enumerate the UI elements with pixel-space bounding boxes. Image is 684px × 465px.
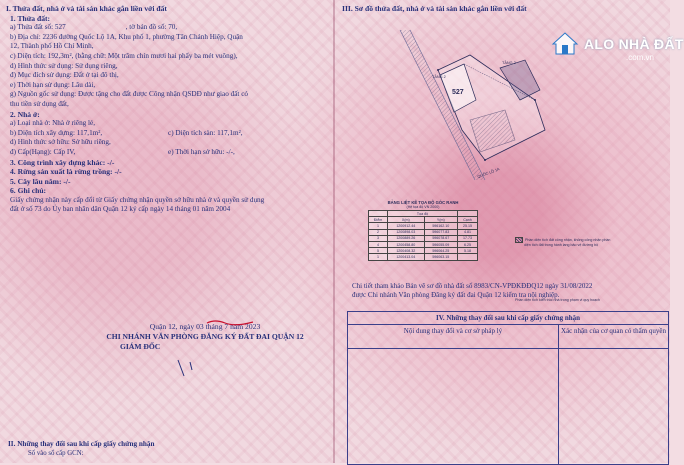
signature-block — [80, 322, 330, 352]
cell: 4 — [369, 241, 388, 247]
cell: 5 — [369, 248, 388, 254]
cell — [457, 254, 477, 260]
house-type: a) Loại nhà ở: Nhà ở riêng lẻ, — [10, 119, 96, 128]
cell: 6.25 — [457, 241, 477, 247]
table-row — [369, 254, 478, 260]
house-heading: 2. Nhà ở: — [10, 109, 40, 119]
house-area-row — [6, 129, 328, 139]
land-heading: 1. Thửa đất: — [10, 13, 51, 23]
page-fold — [333, 0, 335, 463]
red-date-stamp-icon — [205, 318, 255, 326]
land-origin-line-1: g) Nguồn gốc sử dụng: Được tặng cho đất được Công nhận QSDĐ như giao đất có — [10, 90, 248, 99]
house-built-area: b) Diện tích xây dựng: 117,1m², — [10, 128, 103, 137]
cell: 596063.15 — [424, 254, 457, 260]
land-address-line-2: 12, Thành phố Hồ Chí Minh, — [10, 42, 94, 51]
land-plot-map — [380, 30, 550, 185]
cell: 1200413.04 — [387, 254, 424, 260]
map-note-line-1: Chi tiết tham khảo Bản vẽ sơ đồ nhà đất số 8983/CN-VPĐKĐĐQ12 ngày 31/08/2022 — [352, 282, 593, 290]
changes-col-confirmation: Xác nhận của cơ quan có thẩm quyền — [561, 327, 666, 335]
cell: 1200898.03 — [387, 229, 424, 235]
cell: 1 — [369, 254, 388, 260]
cell: 17.73 — [457, 235, 477, 241]
cell: 596055.09 — [424, 241, 457, 247]
coordinate-grid — [368, 210, 478, 261]
changes-table-columns — [348, 325, 668, 465]
map-legend — [515, 237, 665, 248]
changes-table-title: IV. Những thay đổi sau khi cấp giấy chứng nhận — [348, 312, 668, 325]
watermark-brand: ALO NHÀ ĐẤT — [584, 36, 684, 52]
cell: 1 — [369, 223, 388, 229]
lot-number-label: 527 — [452, 89, 464, 96]
house-floor-area: c) Diện tích sàn: 117,1m², — [168, 128, 243, 137]
cell: 596064.25 — [424, 248, 457, 254]
land-use-form: d) Hình thức sử dụng: Sử dụng riêng, — [10, 61, 118, 70]
coord-col-y: Y(m) — [424, 217, 457, 223]
planted-forest: 4. Rừng sản xuất là rừng trồng: -/- — [10, 167, 122, 177]
coordinate-table-title: BẢNG LIỆT KÊ TỌA ĐỘ GÓC RANH — [387, 200, 459, 205]
land-use-purpose: đ) Mục đích sử dụng: Đất ở tại đô thị, — [10, 71, 119, 80]
cell: 3 — [369, 235, 388, 241]
road-label: QUỐC LỘ 1A — [476, 167, 501, 179]
gcn-register-number: Số vào sổ cấp GCN: — [28, 450, 84, 457]
coordinate-table — [368, 200, 478, 261]
changes-table-rule — [348, 348, 668, 349]
section-2-title: II. Những thay đổi sau khi cấp giấy chứng nhận — [8, 440, 155, 448]
cell: 2 — [369, 229, 388, 235]
notes-heading: 6. Ghi chú: — [10, 186, 47, 196]
note-line-2: đất ở số 73 do Ủy ban nhân dân Quận 12 ký cấp ngày 14 tháng 01 năm 2004 — [10, 205, 231, 214]
left-page — [6, 4, 328, 215]
director-title: GIÁM ĐỐC — [120, 342, 161, 351]
floor-label-left: TẦNG 2 — [432, 75, 446, 79]
house-logo-icon — [550, 30, 580, 56]
coord-head-group: Tọa độ — [387, 211, 457, 217]
house-grade: đ) Cấp(Hạng): Cấp IV, — [10, 147, 76, 156]
watermark-domain: .com.vn — [626, 53, 655, 62]
cell: 596077.83 — [424, 229, 457, 235]
right-page — [342, 4, 664, 14]
watermark-logo — [548, 26, 684, 66]
corner-point — [437, 69, 439, 71]
land-address-line-1: b) Địa chỉ: 2236 đường Quốc Lộ 1A, Khu phố 1, phường Tân Chánh Hiệp, Quận — [10, 32, 243, 41]
map-reference-note — [352, 282, 670, 301]
coordinate-table-subtitle: (Hệ tọa độ VN 2000) — [406, 205, 440, 209]
floor-label-right: TẦNG 2 — [502, 61, 516, 65]
cell: 1200408.32 — [387, 248, 424, 254]
section-3-title: III. Sơ đồ thửa đất, nhà ở và tài sản khác gắn liền với đất — [342, 4, 527, 13]
legend-item-label-2: diện tích đất trong hành lang bảo vệ đường bộ — [524, 243, 599, 247]
land-lot-number: a) Thửa đất số: 527 — [10, 23, 66, 32]
house-ownership: d) Hình thức sở hữu: Sở hữu riêng, — [10, 138, 111, 147]
changes-table — [347, 311, 669, 465]
changes-col-content: Nội dung thay đổi và cơ sở pháp lý — [348, 325, 559, 465]
signature-icon — [170, 358, 210, 378]
coord-col-edge: Cạnh — [457, 217, 477, 223]
issue-date: Quận 12, ngày 03 tháng 7 năm 2023 — [149, 322, 261, 331]
cell: 596078.67 — [424, 235, 457, 241]
cell: 596162.10 — [424, 223, 457, 229]
corner-point — [484, 159, 486, 161]
cell: 1200889.26 — [387, 235, 424, 241]
land-map-sheet: , tờ bản đồ số: 70, — [125, 23, 178, 32]
cell: 5.18 — [457, 248, 477, 254]
cell: 1200458.80 — [387, 241, 424, 247]
coord-col-x: X(m) — [387, 217, 424, 223]
cell: 1200912.44 — [387, 223, 424, 229]
other-construction: 3. Công trình xây dựng khác: -/- — [10, 157, 115, 167]
perennial-trees: 5. Cây lâu năm: -/- — [10, 176, 71, 186]
corner-point — [534, 99, 536, 101]
house-ownership-term: e) Thời hạn sở hữu: -/-, — [168, 147, 235, 156]
land-lot — [6, 23, 328, 33]
house-grade-row — [6, 148, 328, 158]
land-origin-line-2: thu tiền sử dụng đất, — [10, 99, 69, 108]
coord-col-point: Điểm — [369, 217, 388, 223]
land-use-term: e) Thời hạn sử dụng: Lâu dài, — [10, 80, 96, 89]
legend-item-label: Phần diện tích đất công nhận, không công nhận phần — [525, 237, 611, 242]
issuing-office: CHI NHÁNH VĂN PHÒNG ĐĂNG KÝ ĐẤT ĐAI QUẬN 12 — [106, 332, 304, 341]
note-line-1: Giấy chứng nhận này cấp đổi từ Giấy chứng nhận quyền sở hữu nhà ở và quyền sử dụng — [10, 195, 265, 204]
cell: 4.81 — [457, 229, 477, 235]
section-1-title: I. Thửa đất, nhà ở và tài sản khác gắn liền với đất — [6, 4, 167, 13]
hatch-swatch-icon — [515, 237, 523, 243]
cell: 25.15 — [457, 223, 477, 229]
land-area: c) Diện tích: 192,3m², (bằng chữ: Một trăm chín mươi hai phẩy ba mét vuông), — [10, 51, 238, 60]
map-note-line-2: được Chi nhánh Văn phòng Đăng ký đất đai Quận 12 kiểm tra nội nghiệp. — [352, 291, 560, 300]
legend-item-label: Phần diện tích kiến trúc nhà trong phạm vi quy hoạch — [515, 298, 600, 302]
